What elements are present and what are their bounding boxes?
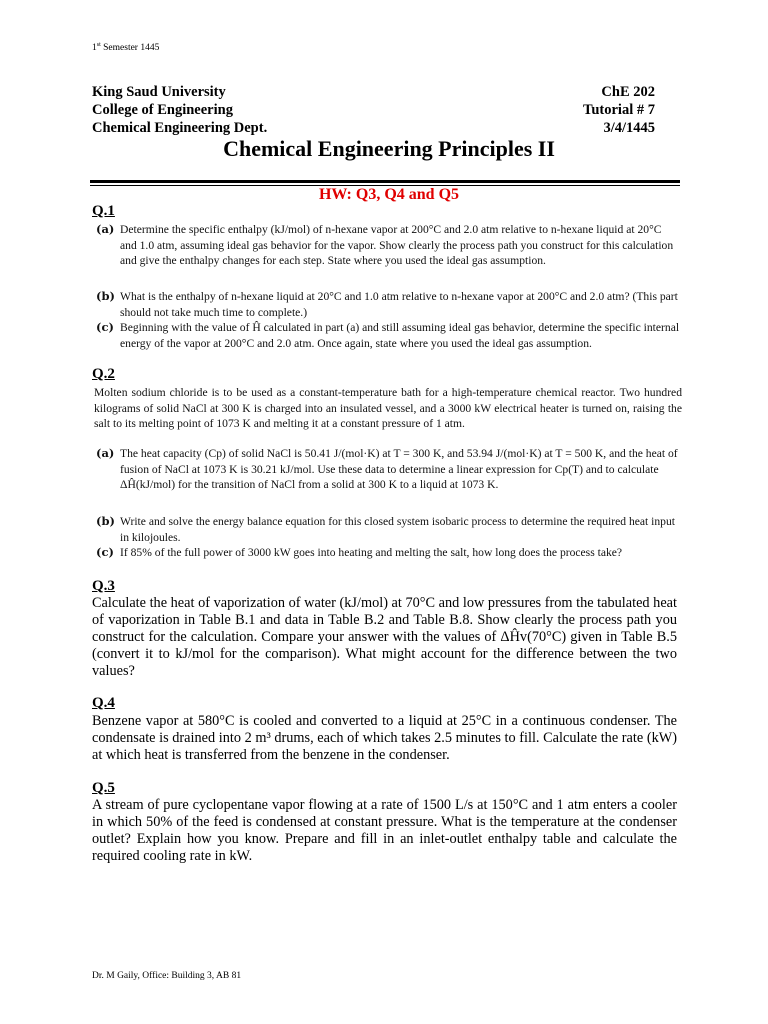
q2-part-a: (a) The heat capacity (Cp) of solid NaCl is 50.41 J/(mol·K) at T = 300 K, and 53.94 J/(mol·K) at T = 500 K, and the heat of fusion of NaCl at 1073 K is 30.21 kJ/mol. Use these data to determine a linear expression for Cp(T) and to calculate ΔĤ(kJ/mol) for the transition of NaCl from a solid at 300 K to a liquid at 1073 K. (96, 446, 678, 491)
document-date: 3/4/1445 (603, 120, 655, 136)
q4-heading: Q.4 (92, 695, 115, 711)
q1-part-a: (a) Determine the specific enthalpy (kJ/mol) of n-hexane vapor at 200°C and 2.0 atm relative to n-hexane liquid at 20°C and 1.0 atm, assuming ideal gas behavior for the vapor. Show clearly the process path you construct for this calculation and give the enthalpy changes for each step. State where you used the ideal gas assumption. (96, 222, 674, 267)
document-header (92, 83, 655, 137)
q5-text: A stream of pure cyclopentane vapor flowing at a rate of 1500 L/s at 150°C and 1 atm enters a cooler in which 50% of the feed is condensed at constant pressure. What is the temperature at the condenser outlet? Explain how you know. Prepare and fill in an inlet-outlet enthalpy table and calculate the required cooling rate in kW. (92, 797, 677, 864)
divider-thick (90, 180, 680, 183)
q5-heading: Q.5 (92, 780, 115, 796)
homework-note: HW: Q3, Q4 and Q5 (318, 186, 460, 203)
q2-intro: Molten sodium chloride is to be used as a constant-temperature bath for a high-temperature chemical reactor. Two hundred kilograms of solid NaCl at 300 K is charged into an insulated vessel, and a 3000 kW electrical heater is turned on, raising the salt to its melting point of 1073 K and melting it at a constant pressure of 1 atm. (94, 386, 682, 430)
q1-part-c: (c) Beginning with the value of Ĥ calculated in part (a) and still assuming ideal gas behavior, determine the specific internal energy of the vapor at 200°C and 2.0 atm. Once again, state where you used the ideal gas assumption. (96, 320, 680, 350)
footer-contact: Dr. M Gaily, Office: Building 3, AB 81 (92, 971, 242, 981)
tutorial-number: Tutorial # 7 (583, 102, 655, 118)
university-name: King Saud University (92, 84, 226, 100)
q1-heading: Q.1 (92, 203, 115, 219)
q1-part-b: (b) What is the enthalpy of n-hexane liquid at 20°C and 1.0 atm relative to n-hexane vapor at 200°C and 2.0 atm? (This part should not take much time to complete.) (96, 289, 678, 319)
q4-text: Benzene vapor at 580°C is cooled and converted to a liquid at 25°C in a continuous condenser. The condensate is drained into 2 m³ drums, each of which takes 2.5 minutes to fill. Calculate the rate (kW) at which heat is transferred from the benzene in the condenser. (92, 713, 677, 763)
semester-label: 1st Semester 1445 (92, 42, 160, 54)
q3-text: Calculate the heat of vaporization of water (kJ/mol) at 70°C and low pressures from the tabulated heat of vaporization in Table B.1 and data in Table B.2 and Table B.8. Show clearly the process path you construct for the calculation. Compare your answer with the values of ΔĤv(70°C) given in Table B.5 (convert it to kJ/mol for the comparison). What might account for the difference between the two values? (92, 595, 677, 679)
q2-part-b: (b) Write and solve the energy balance equation for this closed system isobaric process to determine the required heat input in kilojoules. (96, 514, 675, 544)
department-name: Chemical Engineering Dept. (92, 120, 268, 136)
course-code: ChE 202 (601, 84, 655, 100)
q2-part-c: (c) If 85% of the full power of 3000 kW goes into heating and melting the salt, how long does the process take? (96, 545, 623, 559)
q2-heading: Q.2 (92, 366, 115, 382)
college-name: College of Engineering (92, 102, 233, 118)
q3-heading: Q.3 (92, 578, 115, 594)
page-title: Chemical Engineering Principles II (223, 136, 555, 161)
